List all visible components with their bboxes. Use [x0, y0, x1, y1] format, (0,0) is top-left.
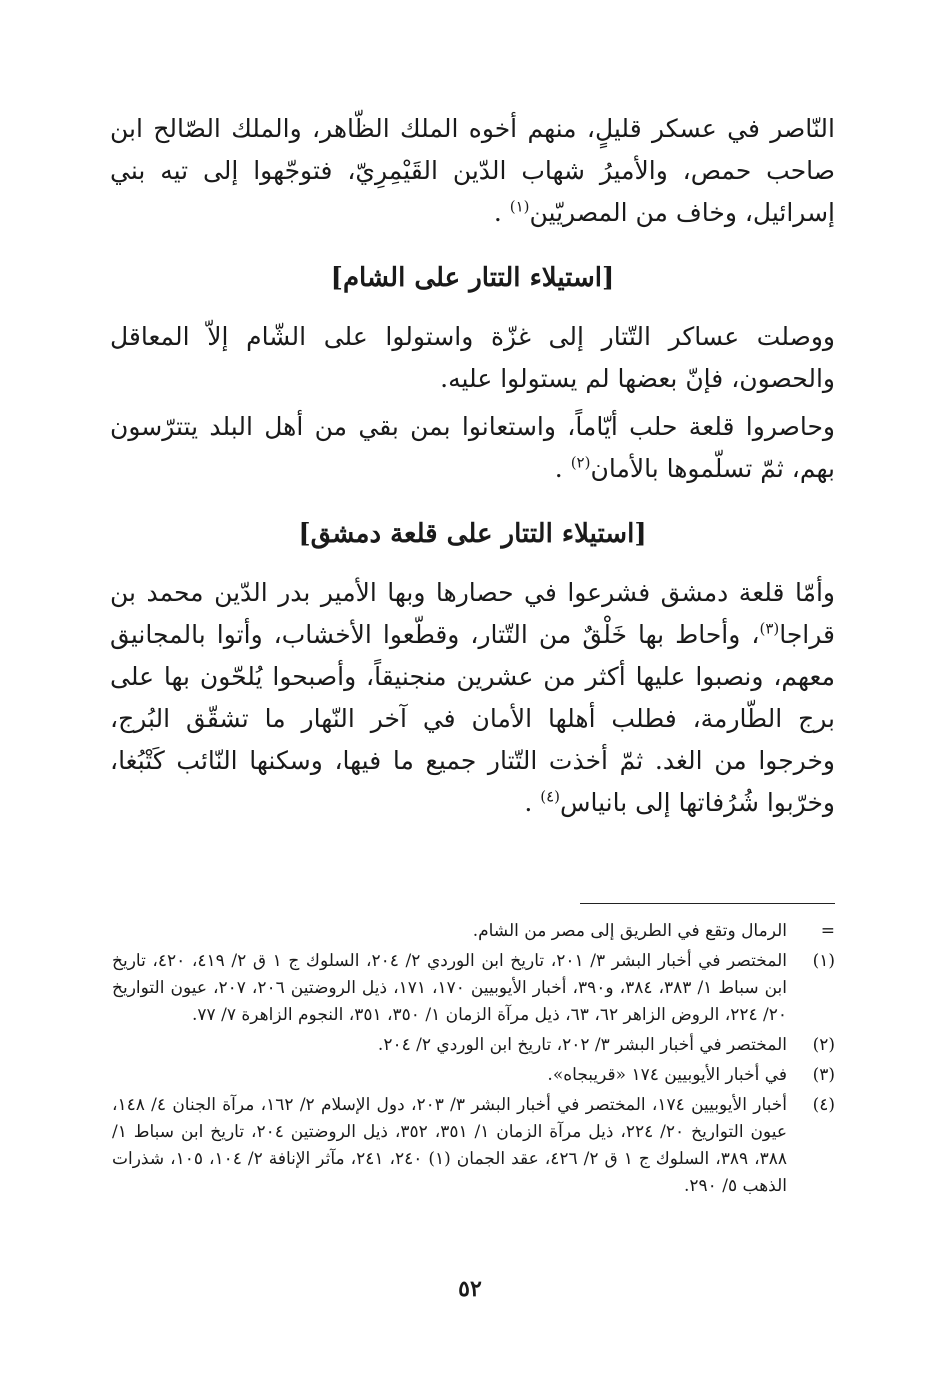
footnote-text: الرمال وتقع في الطريق إلى مصر من الشام. [472, 921, 787, 941]
footnote-text: المختصر في أخبار البشر ٣/ ٢٠١، تاريخ ابن الوردي ٢/ ٢٠٤، السلوك ج ١ ق ٢/ ٤١٩، ٤٢٠، تاريخ ابن سباط ١/ ٣٨٣، ٣٨٤، و٣٩٠، أخبار الأيوبيين ١٧٠، ١٧١، ذيل الروضتين ٢٠٦، ٢٠٧، عيون التواريخ ٢٠/ ٢٢٤، الروض الزاهر ٦٢، ٦٣، ذيل مرآة الزمان ١/ ٣٥٠، ٣٥١، النجوم الزاهرة ٧/ ٧٧. [112, 951, 788, 1025]
paragraph-4-end: . [524, 788, 533, 817]
paragraph-1-text: النّاصر في عسكر قليلٍ، منهم أخوه الملك الظّاهر، والملك الصّالح ابن صاحب حمص، والأميرُ شهاب الدّين القَيْمِرِيّ، فتوجّهوا إلى تيه بني إسرائيل، وخاف من المصريّين [110, 114, 835, 227]
footnote-number: = [820, 921, 835, 941]
footnote-continuation [112, 918, 835, 945]
footnote-text: المختصر في أخبار البشر ٣/ ٢٠٢، تاريخ ابن الوردي ٢/ ٢٠٤. [377, 1035, 787, 1055]
footnote-ref-3[interactable]: (٣) [759, 619, 780, 638]
footnote-number: (٤) [812, 1095, 835, 1115]
paragraph-1-end: . [493, 198, 502, 227]
footnote-text: في أخبار الأيوبيين ١٧٤ «قريبجاه». [547, 1065, 787, 1085]
footnote-ref-4[interactable]: (٤) [540, 787, 560, 806]
paragraph-4-text-a: وأمّا قلعة دمشق فشرعوا في حصارها وبها الأمير بدر الدّين محمد بن قراجا [110, 578, 835, 649]
page-number: ٥٢ [458, 1276, 482, 1302]
paragraph-3-end: . [554, 454, 563, 483]
footnote-number: (٢) [812, 1035, 835, 1055]
footnote-4 [112, 1092, 835, 1200]
section-heading-2: [استيلاء التتار على قلعة دمشق] [298, 519, 647, 549]
footnote-ref-1[interactable]: (١) [509, 197, 530, 216]
paragraph-2: ووصلت عساكر التّتار إلى غزّة واستولوا على الشّام إلاّ المعاقل والحصون، فإنّ بعضها لم يستولوا عليه. [110, 322, 835, 393]
footnote-number: (١) [812, 951, 835, 971]
footnote-1 [112, 948, 835, 1029]
paragraph-3-text: وحاصروا قلعة حلب أيّاماً، واستعانوا بمن بقي من أهل البلد يتترّسون بهم، ثمّ تسلّموها بالأمان [110, 412, 835, 483]
footnotes [112, 918, 835, 1203]
paragraph-4 [110, 572, 835, 824]
footnote-divider [580, 903, 835, 904]
footnote-2 [112, 1032, 835, 1059]
footnote-3 [112, 1062, 835, 1089]
paragraph-4-text-b: ، وأحاط بها خَلْقٌ من التّتار، وقطّعوا الأخشاب، وأتوا بالمجانيق معهم، ونصبوا عليها أكثر من عشرين منجنيقاً، وأصبحوا يُلحّون بها على برج الطّارمة، فطلب أهلها الأمان في آخر النّهار ما تشقّق البُرج، وخرجوا من الغد. ثمّ أخذت التّتار جميع ما فيها، وسكنها النّائب كَتْبُغا، وخرّبوا شُرُفاتها إلى بانياس [110, 620, 835, 817]
footnote-number: (٣) [812, 1065, 835, 1085]
paragraph-1 [110, 108, 835, 234]
section-heading-1: [استيلاء التتار على الشام] [330, 263, 615, 293]
paragraph-3 [110, 406, 835, 490]
footnote-ref-2[interactable]: (٢) [570, 453, 591, 472]
footnote-text: أخبار الأيوبيين ١٧٤، المختصر في أخبار البشر ٣/ ٢٠٣، دول الإسلام ٢/ ١٦٢، مرآة الجنان ٤/ ١٤٨، عيون التواريخ ٢٠/ ٢٢٤، ذيل مرآة الزمان ١/ ٣٥١، ٣٥٢، ذيل الروضتين ٢٠٤، تاريخ ابن سباط ١/ ٣٨٨، ٣٨٩، السلوك ج ١ ق ٢/ ٤٢٦، عقد الجمان (١) ٢٤٠، ٢٤١، مآثر الإنافة ٢/ ١٠٤، ١٠٥، شذرات الذهب ٥/ ٢٩٠. [112, 1095, 788, 1196]
main-text [110, 108, 835, 830]
